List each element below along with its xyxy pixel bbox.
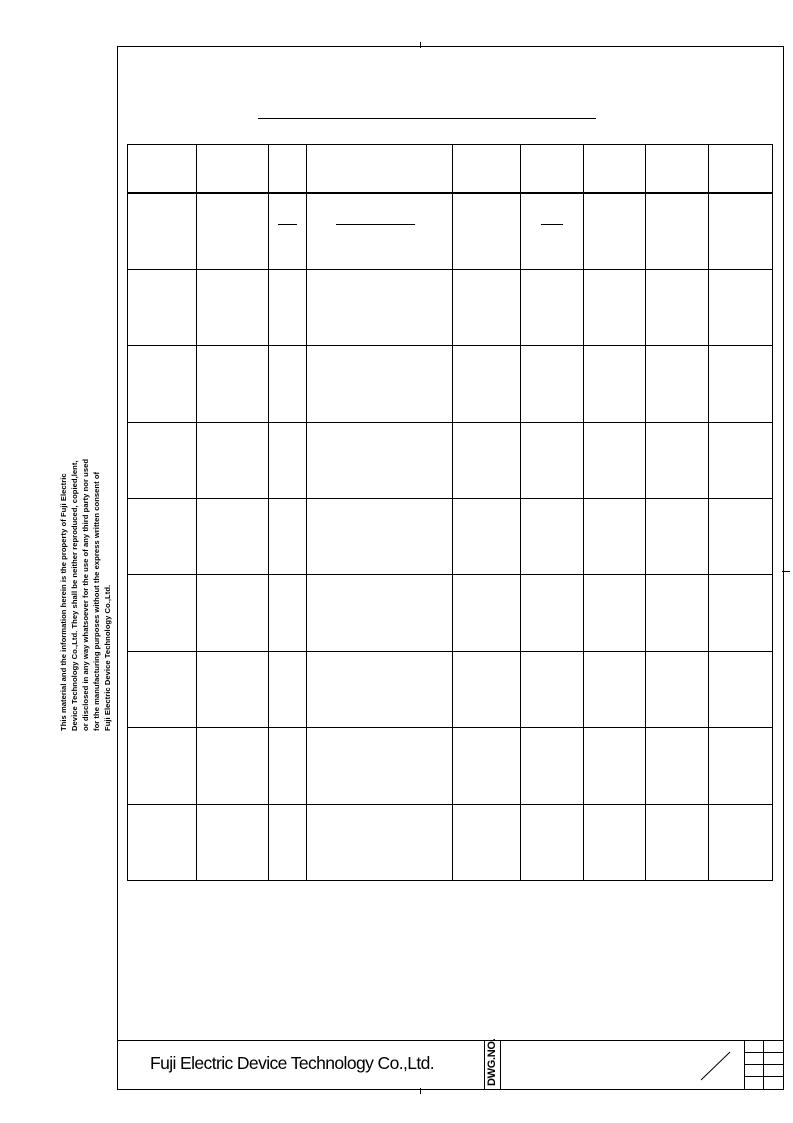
company-name: Fuji Electric Device Technology Co.,Ltd. — [150, 1053, 435, 1073]
table-cell — [646, 804, 709, 880]
table-cell — [584, 728, 646, 804]
table-cell — [646, 422, 709, 498]
table-row — [128, 728, 773, 804]
table-cell — [128, 499, 197, 575]
header-cell — [709, 145, 773, 194]
notice-line-3: or disclosed in any way whatsoever for the use of any third party nor used — [81, 458, 90, 731]
table-cell — [269, 575, 307, 651]
dwg-no-label: DWG.NO. — [486, 1038, 498, 1086]
table-cell — [269, 651, 307, 727]
title-underline — [258, 118, 596, 119]
table-cell — [646, 575, 709, 651]
table-cell — [128, 804, 197, 880]
table-cell — [197, 804, 269, 880]
table-cell — [584, 651, 646, 727]
table-cell — [709, 346, 773, 422]
table-cell — [709, 422, 773, 498]
table-cell — [453, 728, 521, 804]
table-cell — [307, 270, 453, 346]
table-cell — [709, 651, 773, 727]
drawing-number-slash — [700, 1050, 732, 1082]
table-cell — [269, 804, 307, 880]
table-cell — [584, 270, 646, 346]
table-cell — [453, 575, 521, 651]
table-cell — [197, 499, 269, 575]
table-cell — [453, 346, 521, 422]
table-cell — [307, 499, 453, 575]
table-cell — [453, 193, 521, 269]
table-cell — [453, 499, 521, 575]
table-row — [128, 804, 773, 880]
table-row — [128, 422, 773, 498]
proprietary-notice — [58, 401, 113, 731]
table-cell — [521, 193, 584, 269]
table-cell — [307, 193, 453, 269]
table-cell — [128, 346, 197, 422]
table-cell — [709, 804, 773, 880]
table-cell — [197, 346, 269, 422]
table-cell — [307, 651, 453, 727]
table-cell — [584, 499, 646, 575]
title-block-divider — [117, 1040, 784, 1041]
notice-line-1: This material and the information herein is the property of Fuji Electric — [59, 473, 68, 731]
table-cell — [269, 270, 307, 346]
table-cell — [584, 422, 646, 498]
table-cell — [521, 422, 584, 498]
table-cell — [584, 575, 646, 651]
table-row — [128, 651, 773, 727]
header-cell — [307, 145, 453, 194]
table-row — [128, 270, 773, 346]
header-cell — [453, 145, 521, 194]
header-cell — [197, 145, 269, 194]
table-cell — [269, 193, 307, 269]
table-cell — [646, 728, 709, 804]
table-cell — [128, 728, 197, 804]
table-cell — [197, 422, 269, 498]
entry-line — [336, 224, 415, 225]
bottom-center-tick — [420, 1088, 421, 1094]
table-cell — [197, 575, 269, 651]
table-cell — [709, 575, 773, 651]
table-row — [128, 575, 773, 651]
header-cell — [269, 145, 307, 194]
table-cell — [269, 728, 307, 804]
table-cell — [646, 193, 709, 269]
entry-line — [541, 224, 563, 225]
table-cell — [307, 804, 453, 880]
table-header-row — [128, 145, 773, 194]
table-cell — [584, 346, 646, 422]
table-cell — [269, 346, 307, 422]
table-cell — [521, 270, 584, 346]
table-row — [128, 499, 773, 575]
table-cell — [197, 193, 269, 269]
table-cell — [709, 193, 773, 269]
table-cell — [521, 346, 584, 422]
top-center-tick — [420, 42, 421, 48]
table-cell — [521, 804, 584, 880]
table-cell — [521, 575, 584, 651]
table-cell — [307, 346, 453, 422]
table-cell — [646, 346, 709, 422]
table-cell — [453, 422, 521, 498]
table-cell — [521, 499, 584, 575]
header-cell — [584, 145, 646, 194]
table-cell — [521, 728, 584, 804]
table-cell — [128, 575, 197, 651]
table-cell — [646, 270, 709, 346]
table-cell — [269, 422, 307, 498]
table-row — [128, 346, 773, 422]
revision-grid — [744, 1040, 784, 1090]
spec-table — [127, 144, 773, 881]
table-row — [128, 193, 773, 269]
table-cell — [197, 270, 269, 346]
table-cell — [709, 499, 773, 575]
table-cell — [128, 193, 197, 269]
table-cell — [453, 270, 521, 346]
entry-line — [278, 224, 297, 225]
table-cell — [709, 270, 773, 346]
table-cell — [307, 575, 453, 651]
table-cell — [307, 728, 453, 804]
table-cell — [584, 193, 646, 269]
table-cell — [521, 651, 584, 727]
notice-line-2: Device Technology Co.,Ltd. They shall be neither reproduced, copied,lent, — [70, 460, 79, 731]
notice-line-4: for the manufacturing purposes without the express written consent of — [92, 471, 101, 731]
table-cell — [709, 728, 773, 804]
table-cell — [307, 422, 453, 498]
notice-line-5: Fuji Electric Device Technology Co.,Ltd. — [103, 584, 112, 731]
header-cell — [646, 145, 709, 194]
table-cell — [646, 499, 709, 575]
header-cell — [128, 145, 197, 194]
table-cell — [453, 651, 521, 727]
table-cell — [128, 270, 197, 346]
table-cell — [453, 804, 521, 880]
table-cell — [128, 422, 197, 498]
table-cell — [197, 728, 269, 804]
table-cell — [646, 651, 709, 727]
table-cell — [197, 651, 269, 727]
table-cell — [128, 651, 197, 727]
right-center-tick — [782, 571, 790, 572]
table-cell — [269, 499, 307, 575]
header-cell — [521, 145, 584, 194]
table-cell — [584, 804, 646, 880]
